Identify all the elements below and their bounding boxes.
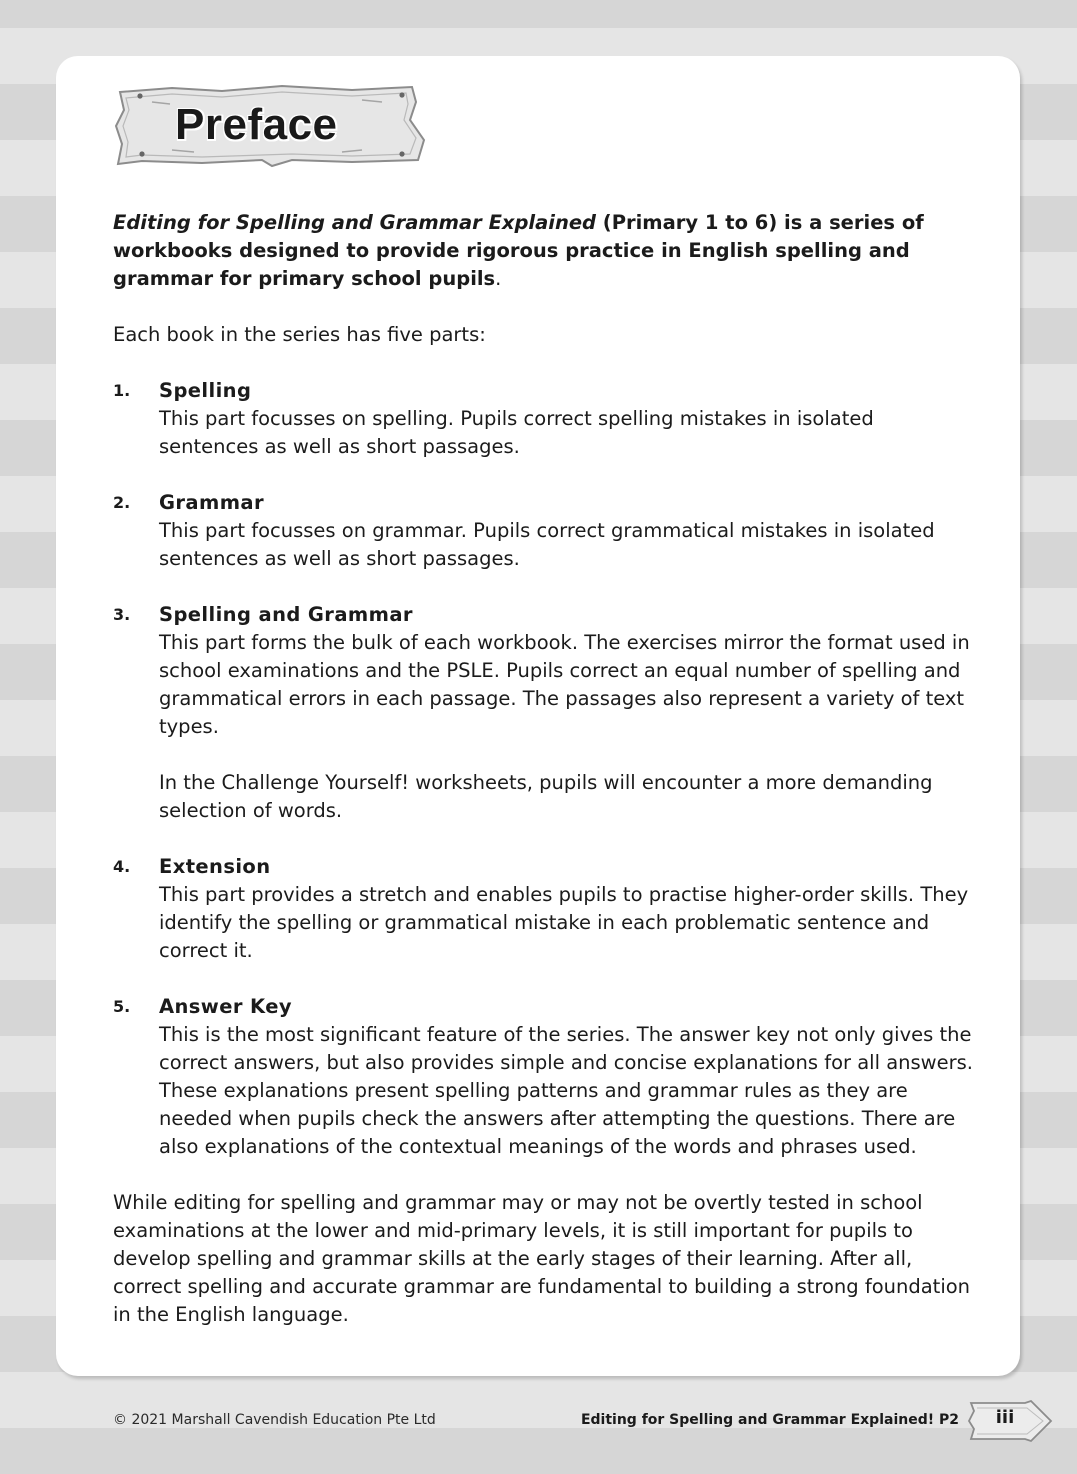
item-heading: Grammar: [159, 491, 264, 514]
closing-paragraph: While editing for spelling and grammar may or may not be overtly tested in school examinations at the lower and mid-primary levels, it is still important for pupils to develop spelling and grammar skills at the early stages of their learning. After all, correct spelling and accurate grammar are fundamental to building a strong foundation in the English language.: [113, 1191, 971, 1326]
parts-lead: Each book in the series has five parts:: [113, 323, 486, 346]
item-heading: Spelling: [159, 379, 252, 402]
item-number: 3.: [113, 605, 131, 624]
intro-text: (Primary 1 to 6) is a series of workbooks designed to provide rigorous practice in English spelling and grammar for primary school pupils: [113, 211, 924, 290]
book-label: Editing for Spelling and Grammar Explained! P2: [580, 1412, 959, 1428]
item-number: 1.: [113, 381, 131, 400]
item-heading: Extension: [159, 855, 271, 878]
list-item-extension: [113, 853, 973, 965]
intro-paragraph: [113, 209, 973, 293]
item-heading: Spelling and Grammar: [159, 603, 413, 626]
page-title: Preface: [175, 100, 338, 149]
list-item-answer-key: [113, 993, 973, 1161]
list-item-spelling-and-grammar: [113, 601, 973, 825]
series-title: Editing for Spelling and Grammar Explained: [113, 211, 597, 234]
copyright-notice: © 2021 Marshall Cavendish Education Pte Ltd: [113, 1412, 436, 1428]
item-body: This part forms the bulk of each workbook. The exercises mirror the format used in school examinations and the PSLE. Pupils correct an equal number of spelling and grammatical errors in each passage. The passages also represent a variety of text types.: [159, 631, 970, 738]
list-item-spelling: [113, 377, 973, 461]
item-body: This part focusses on grammar. Pupils correct grammatical mistakes in isolated sentences as well as short passages.: [159, 519, 935, 570]
page-number: iii: [995, 1407, 1015, 1428]
item-body: This part provides a stretch and enables pupils to practise higher-order skills. They identify the spelling or grammatical mistake in each problematic sentence and correct it.: [159, 883, 969, 962]
item-body: This is the most significant feature of the series. The answer key not only gives the correct answers, but also provides simple and concise explanations for all answers. These explanations present spelling patterns and grammar rules as they are needed when pupils check the answers after attempting the questions. There are also explanations of the contextual meanings of the words and phrases used.: [159, 1023, 973, 1158]
list-item-grammar: [113, 489, 973, 573]
intro-end: .: [495, 267, 502, 290]
preface-content: [113, 209, 973, 1329]
item-heading: Answer Key: [159, 995, 292, 1018]
item-body: This part focusses on spelling. Pupils correct spelling mistakes in isolated sentences as well as short passages.: [159, 407, 874, 458]
item-number: 4.: [113, 857, 131, 876]
item-extra: In the Challenge Yourself! worksheets, pupils will encounter a more demanding selection of words.: [159, 771, 933, 822]
item-number: 2.: [113, 493, 131, 512]
item-number: 5.: [113, 997, 131, 1016]
